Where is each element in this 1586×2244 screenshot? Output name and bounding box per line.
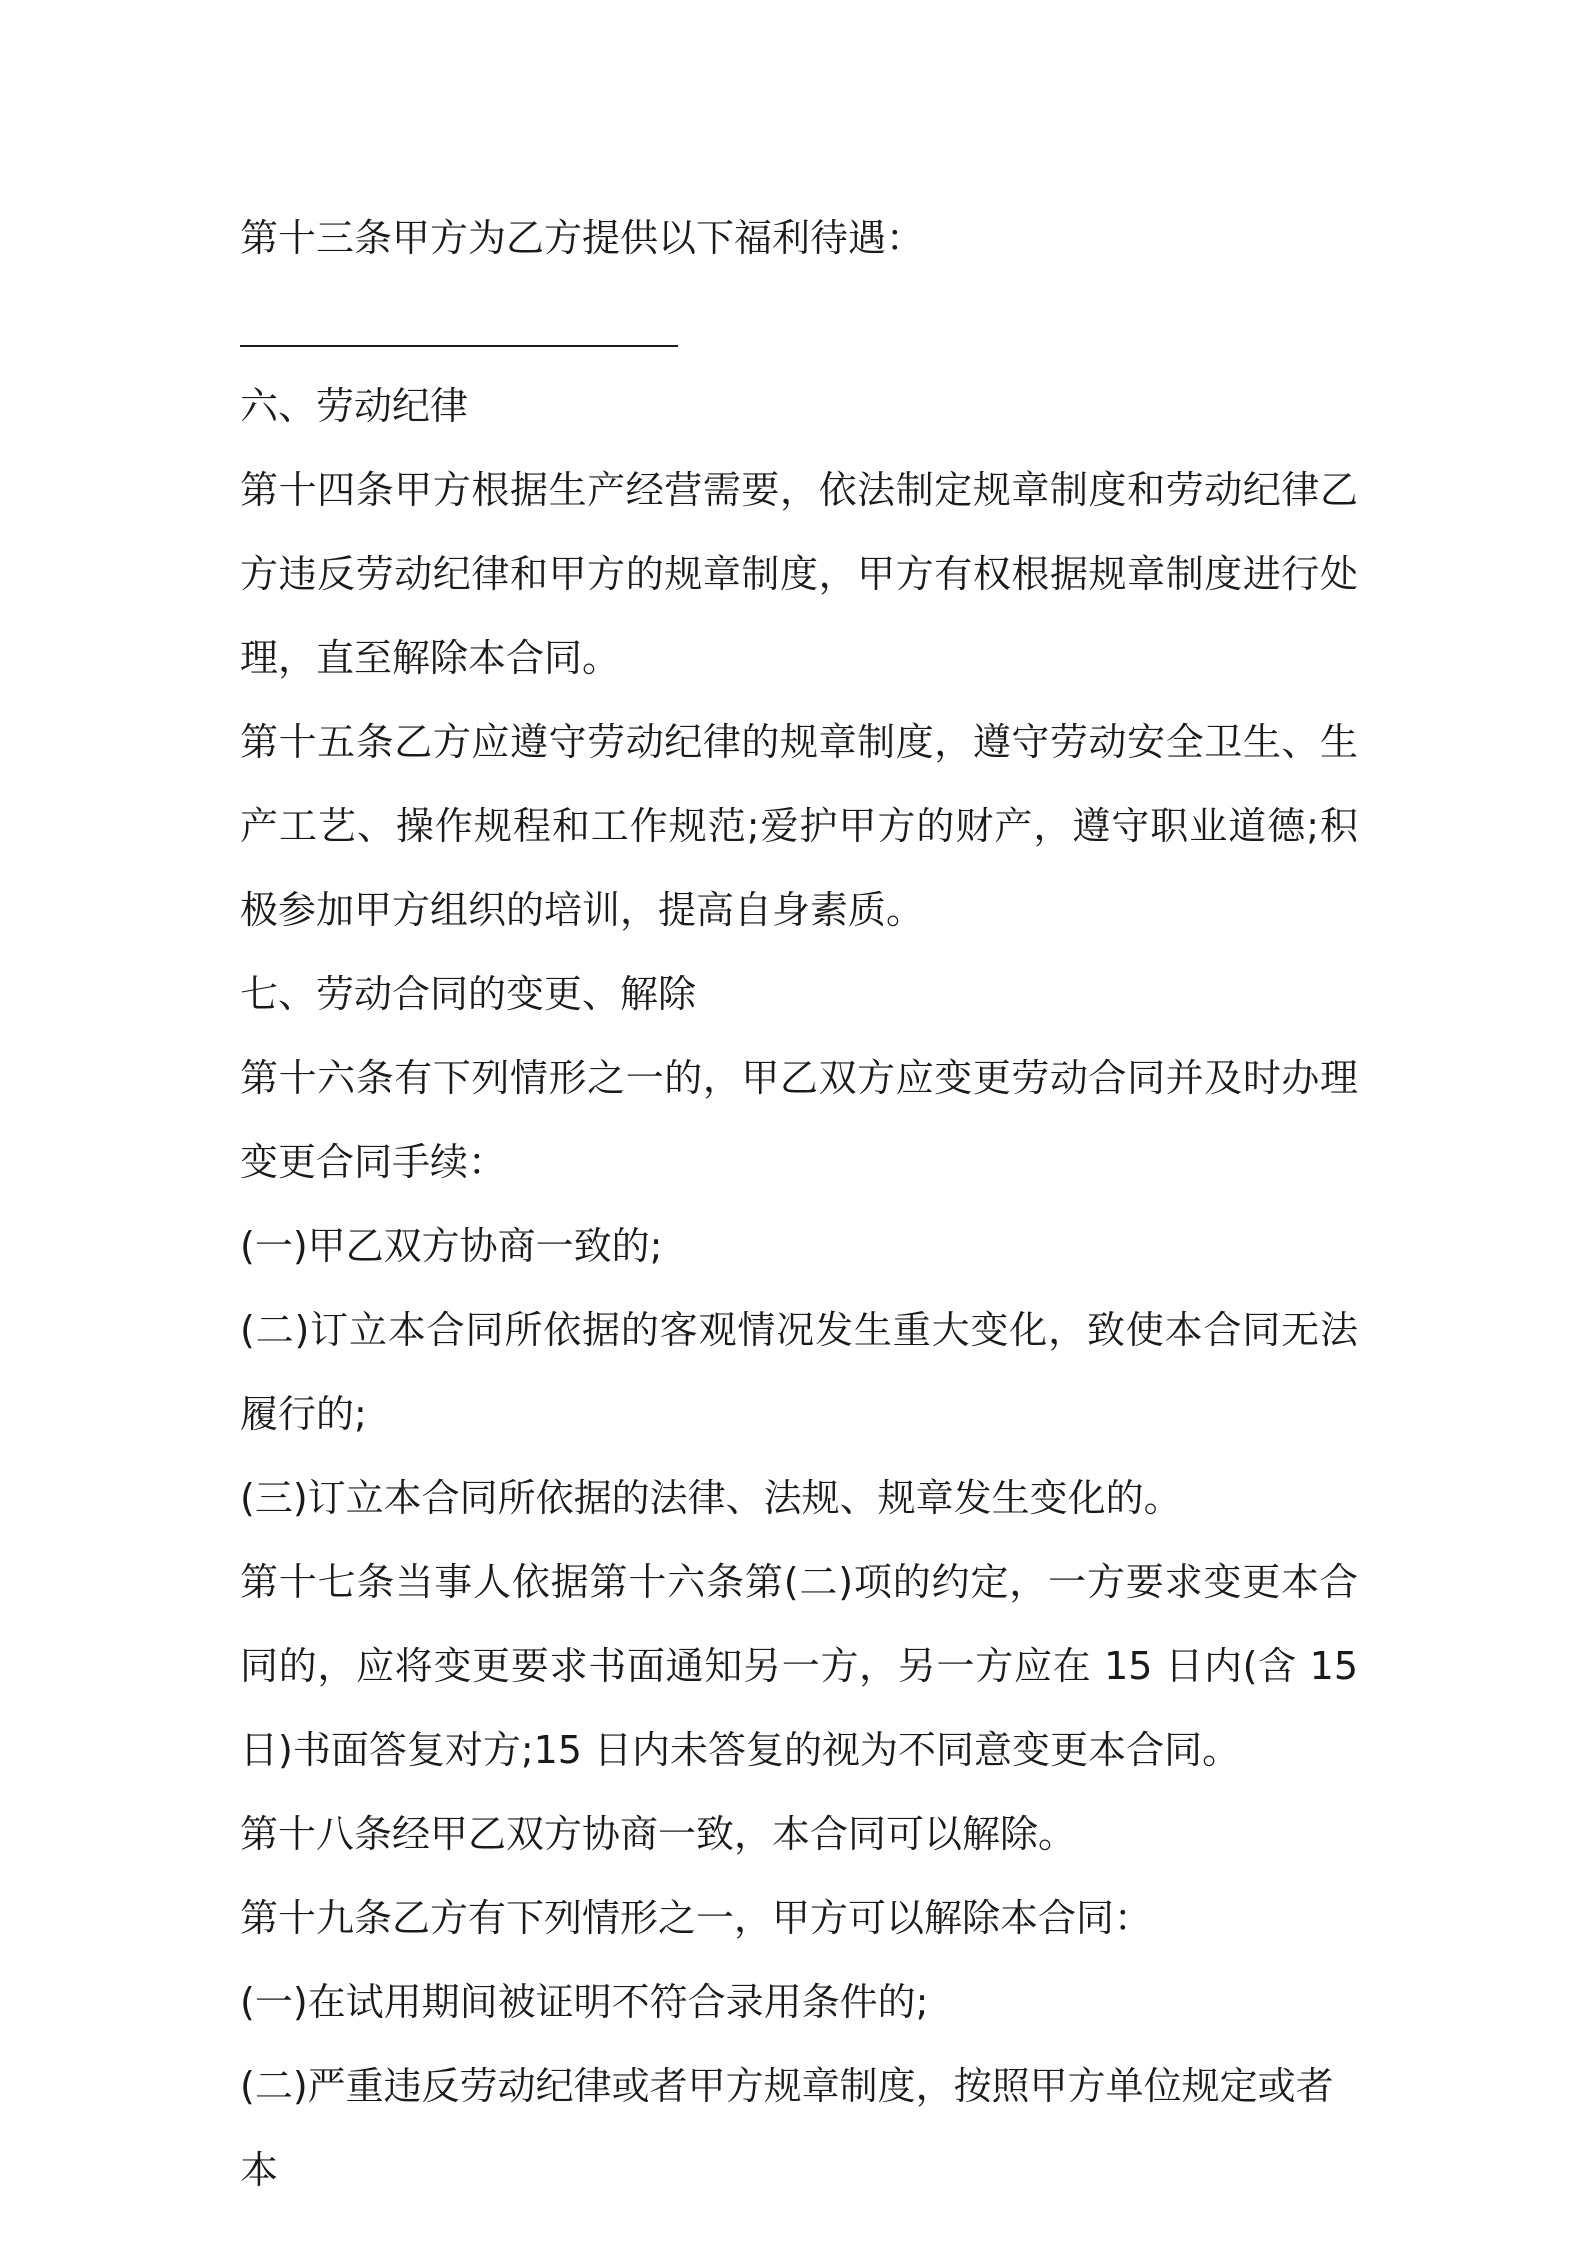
benefits-blank-line [240, 305, 678, 347]
article-16: 第十六条有下列情形之一的，甲乙双方应变更劳动合同并及时办理变更合同手续： [240, 1056, 1358, 1184]
article-14: 第十四条甲方根据生产经营需要，依法制定规章制度和劳动纪律乙方违反劳动纪律和甲方的规章制度，甲方有权根据规章制度进行处理，直至解除本合同。 [240, 468, 1358, 680]
article-18: 第十八条经甲乙双方协商一致，本合同可以解除。 [240, 1812, 1077, 1856]
article-16-item-2: (二)订立本合同所依据的客观情况发生重大变化，致使本合同无法履行的; [240, 1308, 1358, 1436]
section-heading-labor-discipline: 六、劳动纪律 [240, 384, 469, 428]
article-19-item-1: (一)在试用期间被证明不符合录用条件的; [240, 1980, 929, 2024]
article-17: 第十七条当事人依据第十六条第(二)项的约定，一方要求变更本合同的，应将变更要求书面通知另一方，另一方应在 15 日内(含 15 日)书面答复对方;15 日内未答复的视为不同意变更本合同。 [240, 1560, 1358, 1772]
article-15: 第十五条乙方应遵守劳动纪律的规章制度，遵守劳动安全卫生、生产工艺、操作规程和工作规范;爱护甲方的财产，遵守职业道德;积极参加甲方组织的培训，提高自身素质。 [240, 720, 1358, 932]
article-16-item-3: (三)订立本合同所依据的法律、法规、规章发生变化的。 [240, 1476, 1182, 1520]
article-13-text: 第十三条甲方为乙方提供以下福利待遇： [240, 216, 925, 260]
document-body [240, 196, 1358, 2212]
article-19: 第十九条乙方有下列情形之一，甲方可以解除本合同： [240, 1896, 1153, 1940]
section-heading-contract-change: 七、劳动合同的变更、解除 [240, 972, 697, 1016]
article-16-item-1: (一)甲乙双方协商一致的; [240, 1224, 663, 1268]
article-19-item-2: (二)严重违反劳动纪律或者甲方规章制度，按照甲方单位规定或者本 [240, 2064, 1334, 2192]
article-13 [240, 196, 1358, 364]
